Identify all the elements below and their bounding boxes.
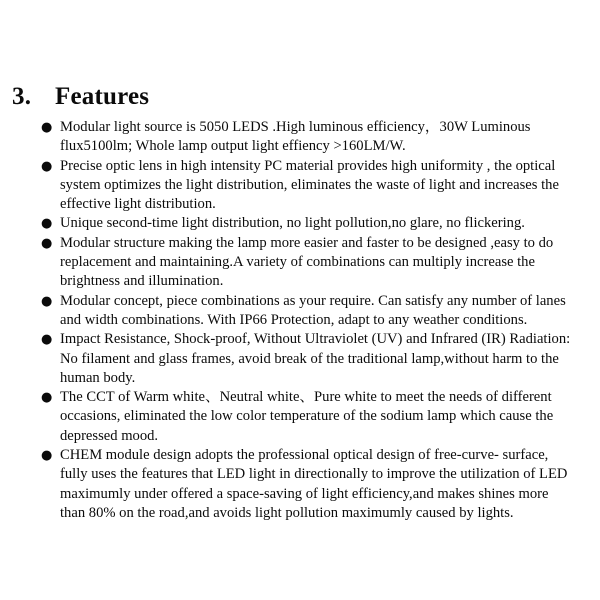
- list-item: [0, 446, 600, 523]
- feature-chem-module: CHEM module design adopts the professional optical design of free-curve- surface, fully uses the features that LED light in directionally to improve the utilization of LED maximumly under offered a space-saving of light efficiency,and makes shines more than 80% on the road,and avoids light pollution maximumly caused by lights.: [60, 447, 568, 521]
- section-number: 3.: [12, 83, 32, 110]
- list-item: [0, 118, 600, 157]
- bullet-icon: ●: [41, 120, 53, 135]
- bullet-icon: ●: [41, 390, 53, 406]
- list-item: [0, 388, 600, 446]
- feature-second-time-distribution: Unique second-time light distribution, no light pollution,no glare, no flickering.: [60, 215, 525, 232]
- list-item: [0, 292, 600, 331]
- feature-luminous-efficiency: Modular light source is 5050 LEDS .High luminous efficiency，30W Luminous flux5100lm; Whole lamp output light effiency >160LM/W.: [60, 119, 531, 155]
- section-title-text: Features: [55, 83, 150, 110]
- bullet-icon: ●: [41, 158, 53, 174]
- feature-optic-lens: Precise optic lens in high intensity PC material provides high uniformity , the optical system optimizes the light distribution, eliminates the waste of light and increases the effective light distribution.: [60, 157, 559, 213]
- feature-cct: The CCT of Warm white、Neutral white、Pure white to meet the needs of different occasions, eliminated the low color temperature of the sodium lamp which cause the depressed mood.: [60, 389, 554, 444]
- feature-impact-resistance: Impact Resistance, Shock-proof, Without Ultraviolet (UV) and Infrared (IR) Radiation: No filament and glass frames, avoid break of the traditional lamp,without harm to the human body.: [60, 331, 571, 386]
- bullet-icon: ●: [41, 293, 53, 309]
- list-item: [0, 157, 600, 215]
- list-item: [0, 330, 600, 388]
- bullet-icon: ●: [41, 448, 53, 464]
- feature-modular-structure: Modular structure making the lamp more easier and faster to be designed ,easy to do replacement and maintaining.A variety of combinations can multiply increase the brightness and illumination.: [60, 234, 554, 290]
- list-item: [0, 214, 600, 233]
- list-item: [0, 234, 600, 292]
- feature-modular-concept: Modular concept, piece combinations as your require. Can satisfy any number of lanes and width combinations. With IP66 Protection, adapt to any weather conditions.: [60, 292, 566, 328]
- bullet-icon: ●: [41, 332, 53, 348]
- bullet-icon: ●: [41, 216, 53, 232]
- features-list: [0, 118, 600, 523]
- page-title: [12, 83, 149, 111]
- bullet-icon: ●: [41, 235, 53, 251]
